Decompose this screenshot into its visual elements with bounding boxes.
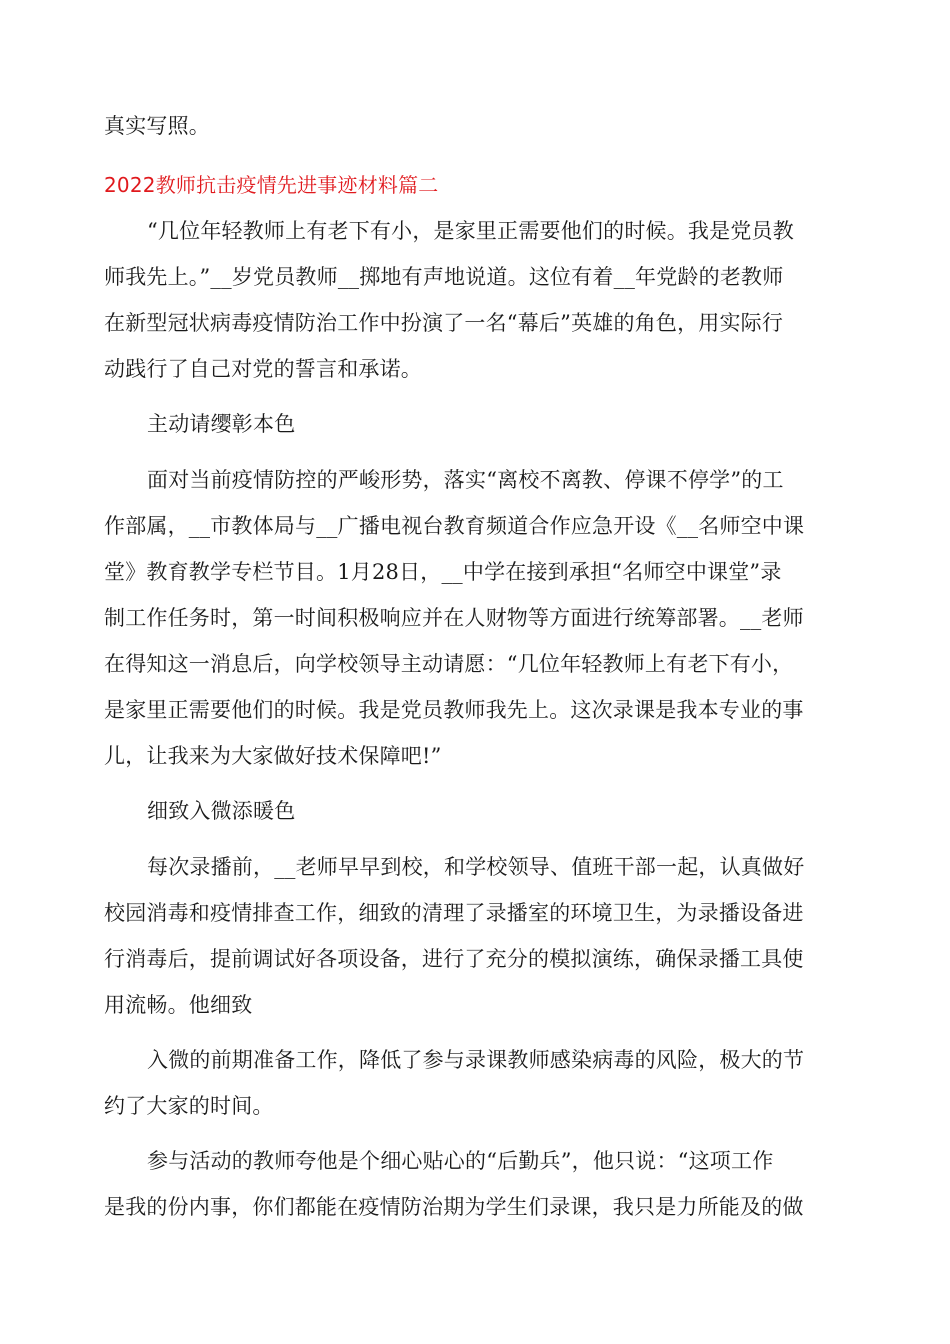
- subheading-2: 细致入微添暖色: [147, 799, 296, 823]
- paragraph-3-line-4: 用流畅。他细致: [104, 993, 253, 1017]
- paragraph-3-line-3: 行消毒后，提前调试好各项设备，进行了充分的模拟演练，确保录播工具使: [104, 947, 804, 971]
- paragraph-2-line-1: 面对当前疫情防控的严峻形势，落实“离校不离教、停课不停学”的工: [147, 468, 784, 492]
- paragraph-2-line-3: 堂》教育教学专栏节目。1月28日，__中学在接到承担“名师空中课堂”录: [104, 560, 782, 584]
- paragraph-2-line-7: 儿，让我来为大家做好技术保障吧!”: [104, 744, 442, 768]
- paragraph-2-line-6: 是家里正需要他们的时候。我是党员教师我先上。这次录课是我本专业的事: [104, 698, 804, 722]
- paragraph-1-line-3: 在新型冠状病毒疫情防治工作中扮演了一名“幕后”英雄的角色，用实际行: [104, 311, 784, 335]
- paragraph-3-line-1: 每次录播前，__老师早早到校，和学校领导、值班干部一起，认真做好: [147, 855, 805, 879]
- continuation-text: 真实写照。: [104, 114, 210, 138]
- section-heading: 2022教师抗击疫情先进事迹材料篇二: [104, 173, 439, 197]
- paragraph-5-line-1: 参与活动的教师夸他是个细心贴心的“后勤兵”，他只说：“这项工作: [147, 1149, 774, 1173]
- paragraph-5-line-2: 是我的份内事，你们都能在疫情防治期为学生们录课，我只是力所能及的做: [104, 1195, 804, 1219]
- paragraph-4-line-1: 入微的前期准备工作，降低了参与录课教师感染病毒的风险，极大的节: [147, 1048, 805, 1072]
- paragraph-3-line-2: 校园消毒和疫情排查工作，细致的清理了录播室的环境卫生，为录播设备进: [104, 901, 804, 925]
- subheading-1: 主动请缨彰本色: [147, 412, 296, 436]
- paragraph-1-line-4: 动践行了自己对党的誓言和承诺。: [104, 357, 422, 381]
- paragraph-1-line-2: 师我先上。”__岁党员教师__掷地有声地说道。这位有着__年党龄的老教师: [104, 265, 784, 289]
- paragraph-2-line-5: 在得知这一消息后，向学校领导主动请愿：“几位年轻教师上有老下有小，: [104, 652, 794, 676]
- paragraph-4-line-2: 约了大家的时间。: [104, 1094, 274, 1118]
- paragraph-1-line-1: “几位年轻教师上有老下有小，是家里正需要他们的时候。我是党员教: [147, 219, 794, 243]
- paragraph-2-line-2: 作部属，__市教体局与__广播电视台教育频道合作应急开设《__名师空中课: [104, 514, 805, 538]
- paragraph-2-line-4: 制工作任务时，第一时间积极响应并在人财物等方面进行统筹部署。__老师: [104, 606, 804, 630]
